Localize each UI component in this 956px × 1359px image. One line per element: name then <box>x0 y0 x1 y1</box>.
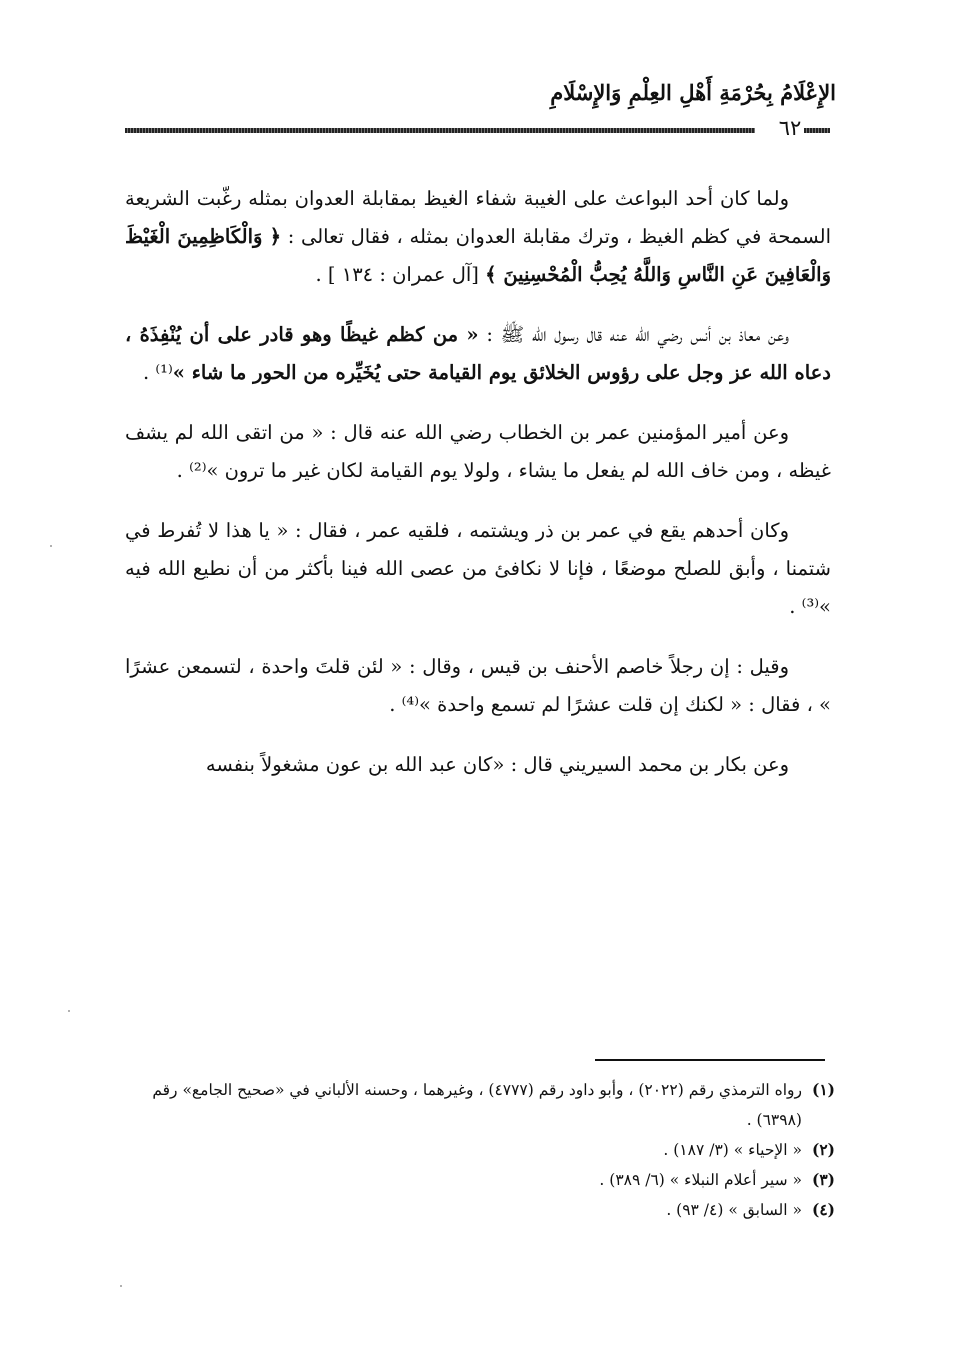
running-header-title: الإِعْلَامُ بِحُرْمَةِ أَهْلِ العِلْمِ وَالإِسْلَامِ <box>550 80 836 105</box>
footnote-number: (٤) <box>811 1200 835 1219</box>
footnote-number: (٢) <box>811 1140 835 1159</box>
footnote-3 <box>125 1165 835 1195</box>
footnote-text: « سير أعلام النبلاء » (٦/ ٣٨٩) . <box>599 1171 802 1189</box>
header-rule <box>125 128 755 133</box>
quran-verse: ﴿ وَالْكَاظِمِينَ الْغَيْظَ وَالْعَافِينَ عَنِ النَّاسِ وَاللَّهُ يُحِبُّ الْمُحْسِنِينَ ﴾ <box>125 225 831 286</box>
paragraph-1 <box>125 180 831 294</box>
footnote-number: (١) <box>811 1080 835 1099</box>
scan-speck <box>68 1010 70 1012</box>
body-text <box>125 180 831 806</box>
paragraph-3: وعن أمير المؤمنين عمر بن الخطاب رضي الله عنه قال : « من اتقى الله لم يشف غيظه ، ومن خاف الله لم يفعل ما يشاء ، ولولا يوم القيامة لكان غير ما ترون »⁽²⁾ . <box>125 421 831 482</box>
footnote-text: « السابق » (٤/ ٩٣) . <box>666 1201 802 1219</box>
footnote-ref-1: ⁽¹⁾ . <box>142 361 173 384</box>
footnote-text: « الإحياء » (٣/ ١٨٧) . <box>663 1141 802 1159</box>
page-number-rule <box>804 128 830 133</box>
hadith-quote: « من كظم غيظًا وهو قادر على أن يُنْفِذَهُ ، دعاه الله عز وجل على رؤوس الخلائق يوم القيامة حتى يُخَيِّره من الحور ما شاء » <box>125 323 831 384</box>
page-number: ٦٢ <box>778 116 802 140</box>
footnote-separator <box>595 1059 825 1061</box>
footnote-4 <box>125 1195 835 1225</box>
footnote-text: رواه الترمذي رقم (٢٠٢٢) ، وأبو داود رقم (٤٧٧٧) ، وغيرهما ، وحسنه الألباني في «صحيح الجامع» رقم (٦٣٩٨) . <box>152 1081 802 1129</box>
scan-speck <box>120 1285 122 1287</box>
verse-reference: [آل عمران : ١٣٤ ] . <box>315 263 479 286</box>
paragraph-2-text: وعن معاذ بن أنس رضي الله عنه قال رسول الله ﷺ : <box>486 323 789 346</box>
paragraph-4: وكان أحدهم يقع في عمر بن ذر ويشتمه ، فلقيه عمر ، فقال : « يا هذا لا تُفرط في شتمنا ، وأبق للصلح موضعًا ، فإنا لا نكافئ من عصى الله فينا بأكثر من أن نطيع الله فيه »⁽³⁾ . <box>125 519 831 618</box>
footnote-2 <box>125 1135 835 1165</box>
scan-speck <box>50 545 52 547</box>
footnote-number: (٣) <box>811 1170 835 1189</box>
paragraph-6: وعن بكار بن محمد السيريني قال : «كان عبد الله بن عون مشغولاً بنفسه <box>205 753 789 776</box>
paragraph-1-text: ولما كان أحد البواعث على الغيبة شفاء الغيظ بمقابلة العدوان بمثله رغّبت الشريعة السمحة في كظم الغيظ ، وترك مقابلة العدوان بمثله ، فقال تعالى : <box>125 187 831 248</box>
footnote-1 <box>125 1075 835 1135</box>
footnotes <box>125 1075 835 1225</box>
paragraph-2 <box>125 316 831 392</box>
paragraph-5: وقيل : إن رجلاً خاصم الأحنف بن قيس ، وقال : « لئن قلتَ واحدة ، لتسمعن عشرًا » ، فقال : « لكنك إن قلت عشرًا لم تسمع واحدة »⁽⁴⁾ . <box>125 655 831 716</box>
